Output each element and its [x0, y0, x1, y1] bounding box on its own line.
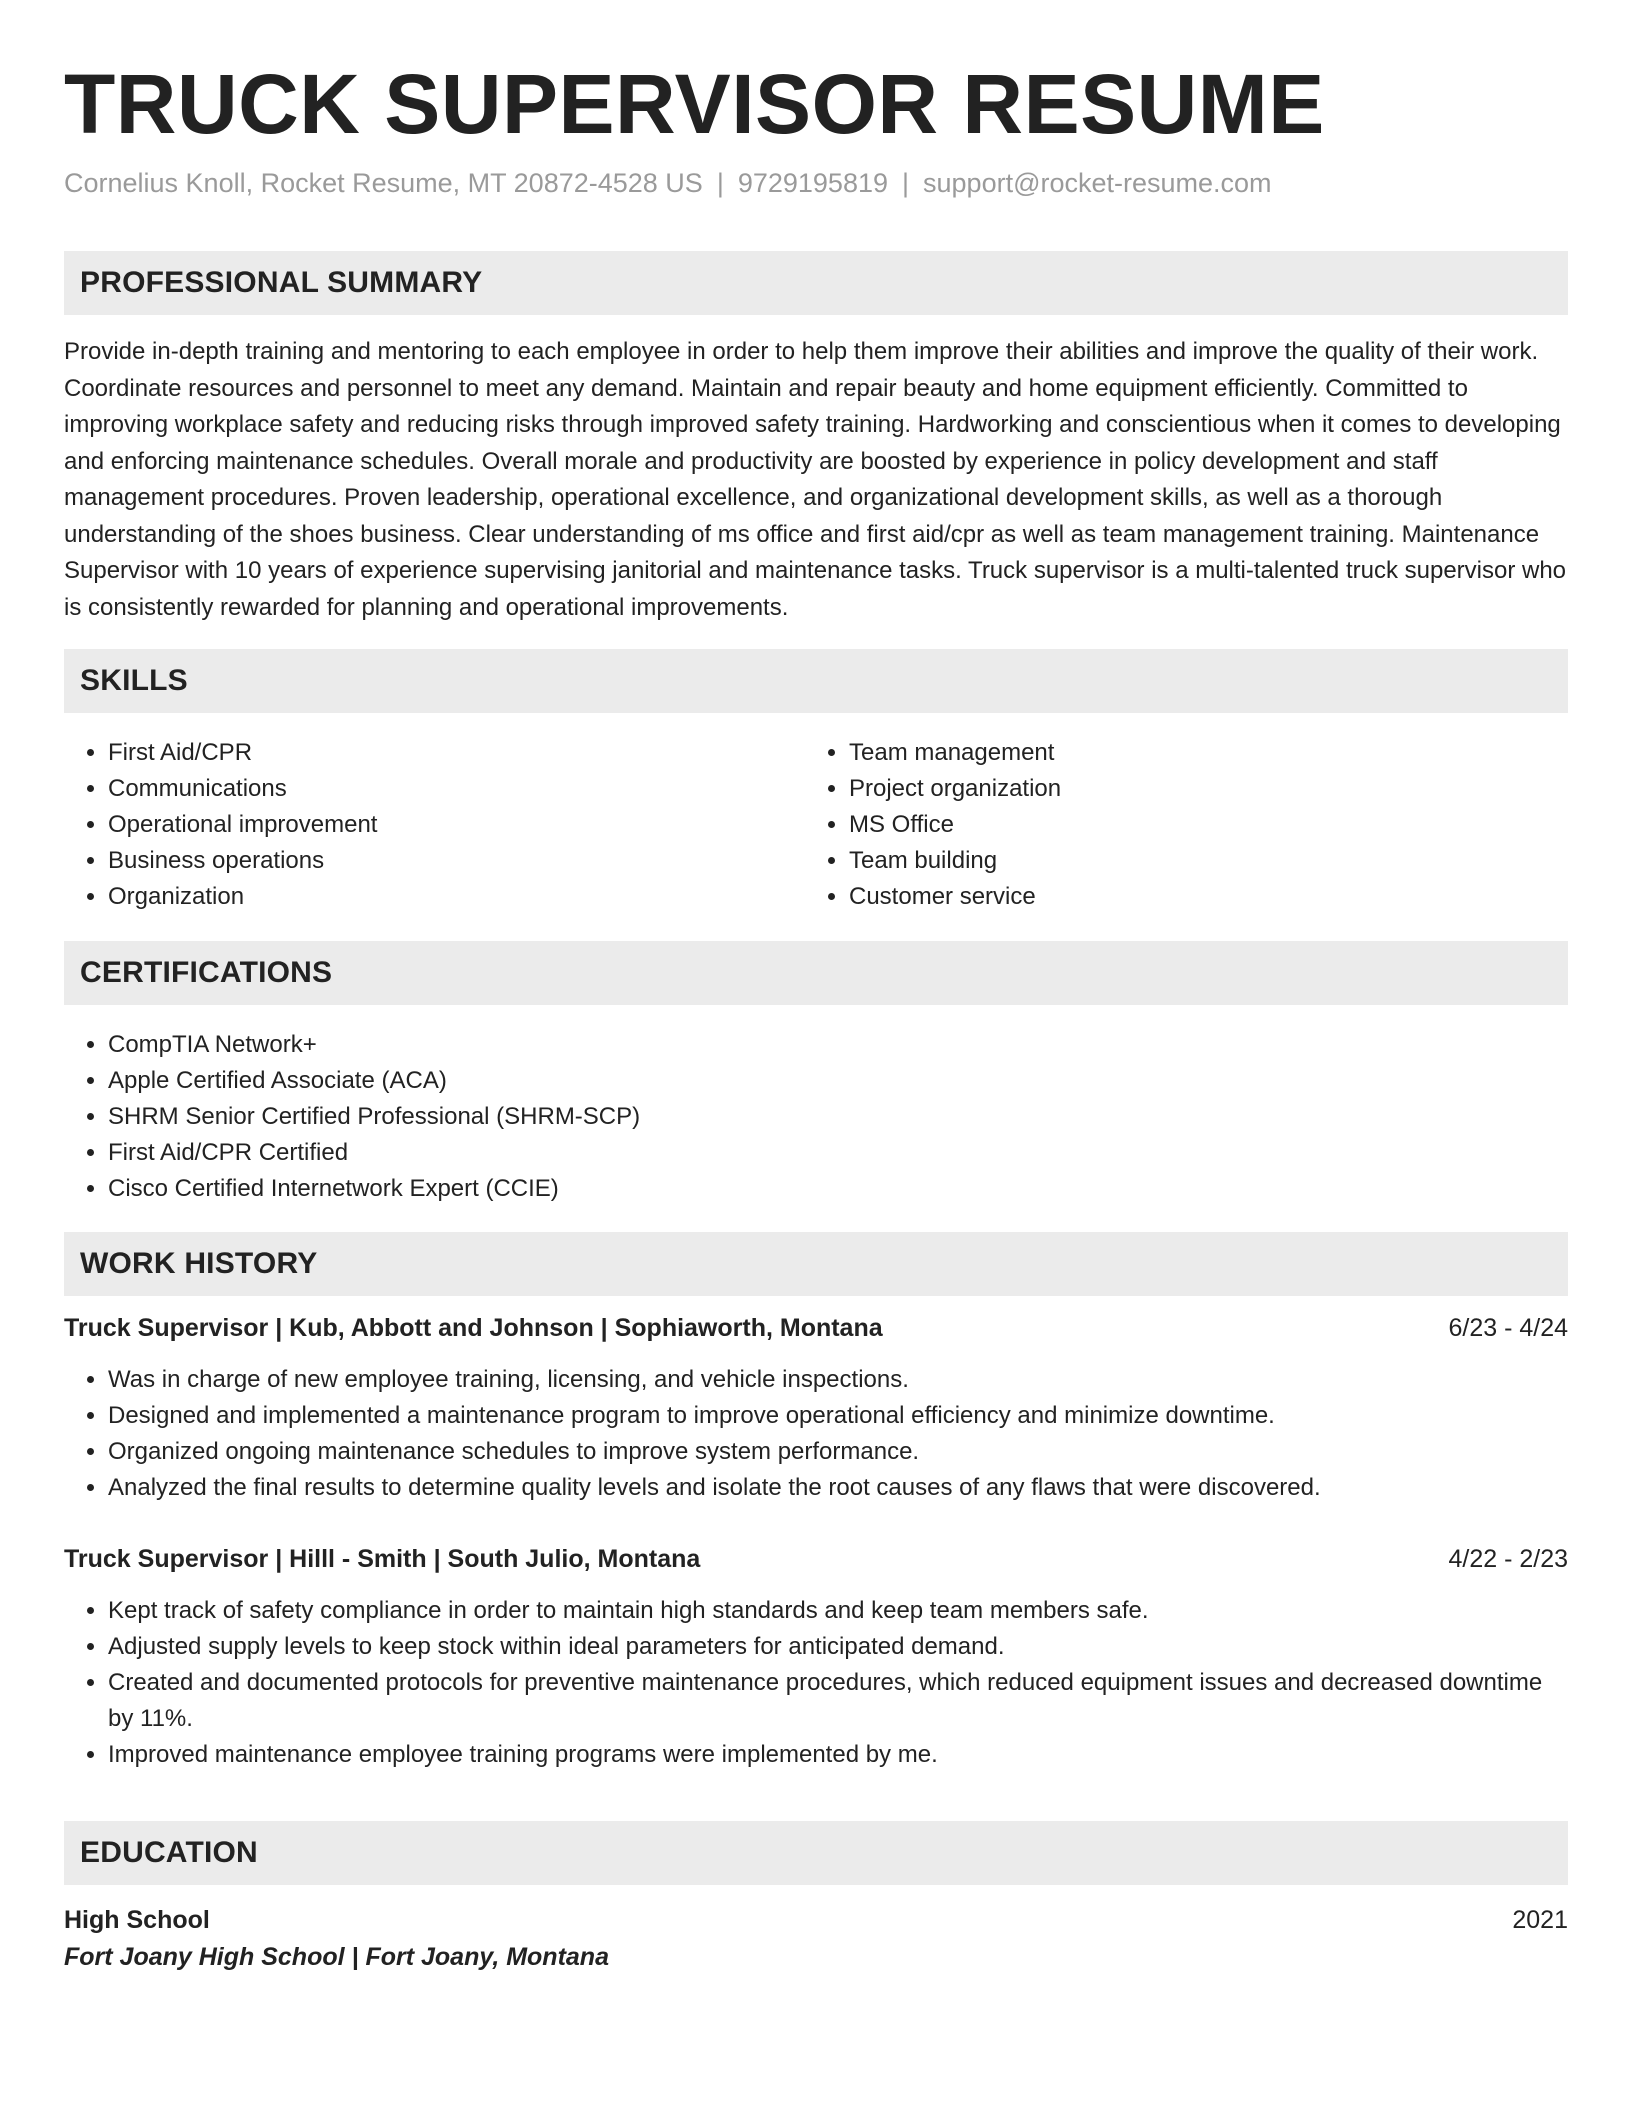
section-header-work-history	[64, 1232, 1568, 1296]
skills-list-left	[64, 735, 377, 915]
skill-item: • MS Office	[849, 807, 1061, 843]
skill-item: • Project organization	[849, 771, 1061, 807]
job-duty-item: • Kept track of safety compliance in order to maintain high standards and keep team members safe.	[108, 1593, 1568, 1629]
section-header-education	[64, 1821, 1568, 1885]
skill-item: • Operational improvement	[108, 807, 377, 843]
certification-item: • Cisco Certified Internetwork Expert (CCIE)	[108, 1171, 640, 1207]
job-duty-item: • Was in charge of new employee training, licensing, and vehicle inspections.	[108, 1362, 1568, 1398]
job-dates: 4/22 - 2/23	[1448, 1545, 1568, 1573]
education-year: 2021	[1512, 1906, 1568, 1934]
contact-email: support@rocket-resume.com	[923, 168, 1272, 198]
section-header-certifications	[64, 941, 1568, 1005]
section-title-education: EDUCATION	[80, 1836, 258, 1869]
summary-text: Provide in-depth training and mentoring to each employee in order to help them improve their abilities and improve the quality of their work. Coordinate resources and personnel to meet any demand. Maintain and repair beauty and home equipment efficiently. Committed to improving workplace safety and reducing risks through improved safety training. Hardworking and conscientious when it comes to developing and enforcing maintenance schedules. Overall morale and productivity are boosted by experience in policy development and staff management procedures. Proven leadership, operational excellence, and organizational development skills, as well as a thorough understanding of the shoes business. Clear understanding of ms office and first aid/cpr as well as team management training. Maintenance Supervisor with 10 years of experience supervising janitorial and maintenance tasks. Truck supervisor is a multi-talented truck supervisor who is consistently rewarded for planning and operational improvements.	[64, 338, 1567, 621]
job-duties	[64, 1593, 1568, 1773]
contact-separator: |	[902, 168, 910, 198]
certifications-list	[64, 1027, 640, 1207]
job-duties	[64, 1362, 1568, 1506]
education-degree: High School	[64, 1906, 210, 1934]
job-heading	[64, 1311, 1568, 1345]
skill-item: • Team building	[849, 843, 1061, 879]
certification-item: • Apple Certified Associate (ACA)	[108, 1063, 640, 1099]
skills-column-left	[64, 735, 377, 915]
job-duties-list	[64, 1593, 1568, 1773]
job-duties-list	[64, 1362, 1568, 1506]
contact-line	[64, 166, 1272, 200]
contact-separator: |	[716, 168, 724, 198]
section-title-certifications: CERTIFICATIONS	[80, 956, 333, 989]
skill-item: • Team management	[849, 735, 1061, 771]
skill-item: • First Aid/CPR	[108, 735, 377, 771]
section-title-work-history: WORK HISTORY	[80, 1247, 318, 1280]
contact-phone: 9729195819	[737, 168, 888, 198]
section-header-summary	[64, 251, 1568, 315]
job-duty-item: • Analyzed the final results to determine quality levels and isolate the root causes of any flaws that were discovered.	[108, 1470, 1568, 1506]
resume-title: TRUCK SUPERVISOR RESUME	[64, 57, 1325, 151]
section-header-skills	[64, 649, 1568, 713]
job-duty-item: • Designed and implemented a maintenance program to improve operational efficiency and minimize downtime.	[108, 1398, 1568, 1434]
section-title-skills: SKILLS	[80, 664, 188, 697]
skill-item: • Business operations	[108, 843, 377, 879]
skill-item: • Communications	[108, 771, 377, 807]
education-heading	[64, 1903, 1568, 1937]
certification-item: • SHRM Senior Certified Professional (SHRM-SCP)	[108, 1099, 640, 1135]
job-title: Truck Supervisor | Kub, Abbott and Johnson | Sophiaworth, Montana	[64, 1314, 883, 1342]
job-heading	[64, 1542, 1568, 1576]
skills-list-right	[805, 735, 1061, 915]
job-duty-item: • Created and documented protocols for preventive maintenance procedures, which reduced equipment issues and decreased downtime by 11%.	[108, 1665, 1568, 1737]
education-school: Fort Joany High School | Fort Joany, Montana	[64, 1943, 609, 1971]
job-duty-item: • Adjusted supply levels to keep stock within ideal parameters for anticipated demand.	[108, 1629, 1568, 1665]
job-dates: 6/23 - 4/24	[1448, 1314, 1568, 1342]
section-title-summary: PROFESSIONAL SUMMARY	[80, 266, 483, 299]
job-duty-item: • Improved maintenance employee training programs were implemented by me.	[108, 1737, 1568, 1773]
certification-item: • First Aid/CPR Certified	[108, 1135, 640, 1171]
certifications-block	[64, 1027, 640, 1207]
skill-item: • Customer service	[849, 879, 1061, 915]
contact-address: Cornelius Knoll, Rocket Resume, MT 20872-4528 US	[64, 168, 703, 198]
job-title: Truck Supervisor | Hilll - Smith | South Julio, Montana	[64, 1545, 701, 1573]
certification-item: • CompTIA Network+	[108, 1027, 640, 1063]
skill-item: • Organization	[108, 879, 377, 915]
job-duty-item: • Organized ongoing maintenance schedules to improve system performance.	[108, 1434, 1568, 1470]
skills-column-right	[805, 735, 1061, 915]
